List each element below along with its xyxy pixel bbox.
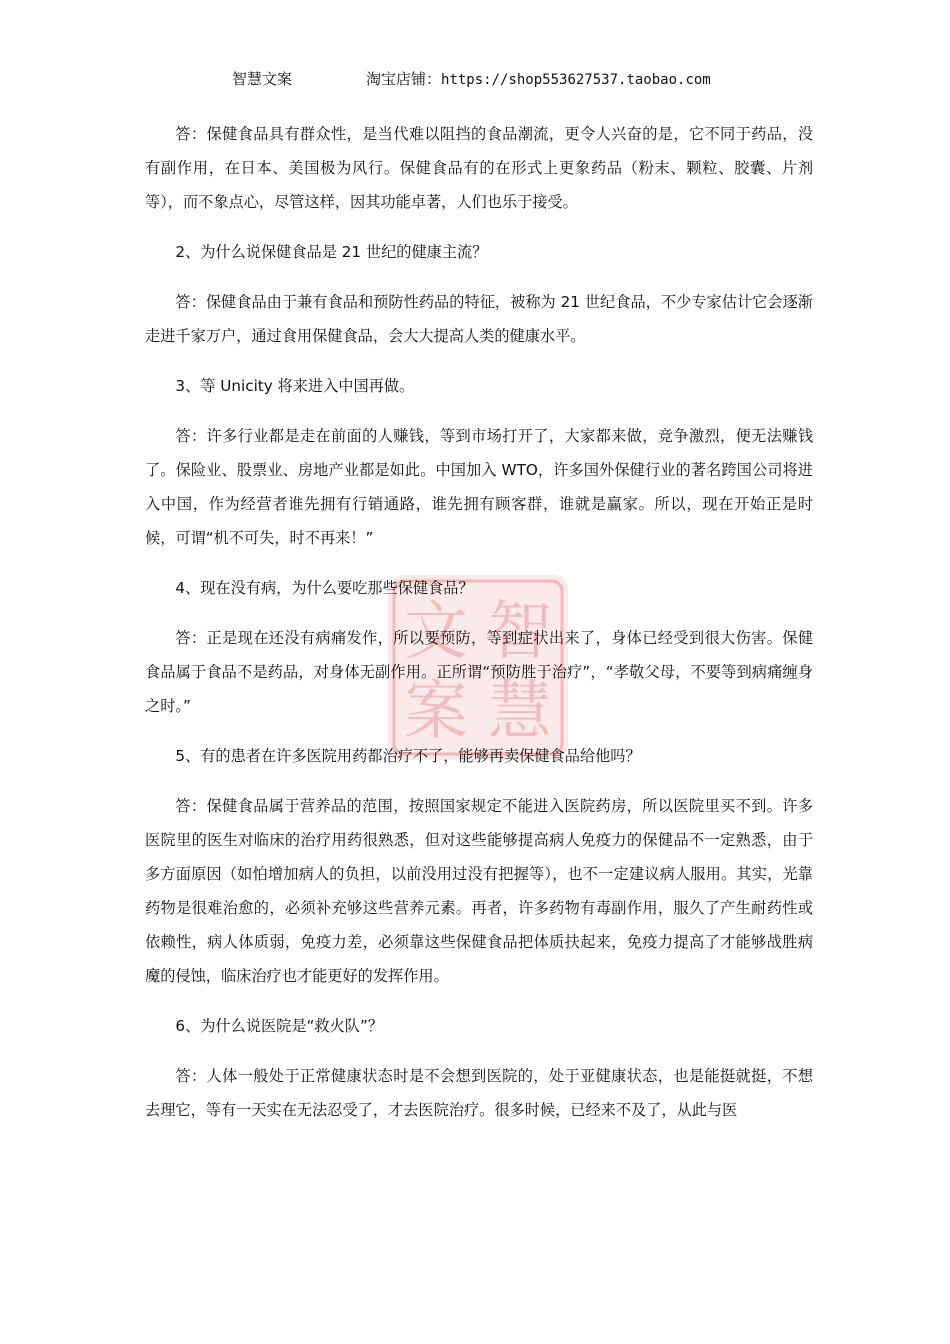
header-shop (366, 66, 711, 93)
header-brand: 智慧文案 (232, 70, 293, 88)
answer-paragraph: 答：许多行业都是走在前面的人赚钱，等到市场打开了，大家都来做，竞争激烈，便无法赚钱了。保险业、股票业、房地产业都是如此。中国加入 WTO，许多国外保健行业的著名跨国公司将进入中国，作为经营者谁先拥有行销通路，谁先拥有顾客群，谁就是赢家。所以，现在开始正是时候，可谓“机不可失，时不再来！” (145, 427, 813, 547)
answer-paragraph: 答：人体一般处于正常健康状态时是不会想到医院的，处于亚健康状态，也是能挺就挺，不想去理它，等有一天实在无法忍受了，才去医院治疗。很多时候，已经来不及了，从此与医 (145, 1067, 813, 1119)
header-shop-label: 淘宝店铺： (366, 70, 442, 88)
answer-paragraph: 答：保健食品属于营养品的范围，按照国家规定不能进入医院药房，所以医院里买不到。许多医院里的医生对临床的治疗用药很熟悉，但对这些能够提高病人免疫力的保健品不一定熟悉，由于多方面原因（如怕增加病人的负担，以前没用过没有把握等），也不一定建议病人服用。其实，光靠药物是很难治愈的，必须补充够这些营养元素。再者，许多药物有毒副作用，服久了产生耐药性或依赖性，病人体质弱，免疫力差，必须靠这些保健食品把体质扶起来，免疫力提高了才能够战胜病魔的侵蚀，临床治疗也才能更好的发挥作用。 (145, 797, 813, 985)
seal-char-zhi: 智 (488, 595, 552, 669)
answer-paragraph: 答：保健食品由于兼有食品和预防性药品的特征，被称为 21 世纪食品，不少专家估计它会逐渐走进千家万户，通过食用保健食品，会大大提高人类的健康水平。 (145, 293, 813, 345)
question-paragraph: 3、等 Unicity 将来进入中国再做。 (175, 377, 415, 395)
page-header (0, 66, 950, 92)
answer-paragraph: 答：正是现在还没有病痛发作，所以要预防，等到症状出来了，身体已经受到很大伤害。保健食品属于食品不是药品，对身体无副作用。正所谓“预防胜于治疗”，“孝敬父母，不要等到病痛缠身之时。” (145, 629, 813, 715)
question-paragraph: 2、为什么说保健食品是 21 世纪的健康主流？ (175, 243, 488, 261)
seal-char-hui: 慧 (488, 675, 552, 749)
header-shop-url[interactable]: https://shop553627537.taobao.com (441, 72, 711, 88)
seal-char-wen: 文 (404, 595, 468, 669)
question-paragraph: 5、有的患者在许多医院用药都治疗不了，能够再卖保健食品给他吗？ (175, 747, 641, 765)
seal-char-an: 案 (404, 675, 468, 749)
document-body (145, 117, 813, 1143)
question-paragraph: 6、为什么说医院是“救火队”？ (175, 1017, 384, 1035)
answer-paragraph: 答：保健食品具有群众性，是当代难以阻挡的食品潮流，更令人兴奋的是，它不同于药品，没有副作用，在日本、美国极为风行。保健食品有的在形式上更象药品（粉末、颗粒、胶囊、片剂等），而不象点心，尽管这样，因其功能卓著，人们也乐于接受。 (145, 125, 813, 211)
question-paragraph: 4、现在没有病，为什么要吃那些保健食品？ (175, 579, 474, 597)
